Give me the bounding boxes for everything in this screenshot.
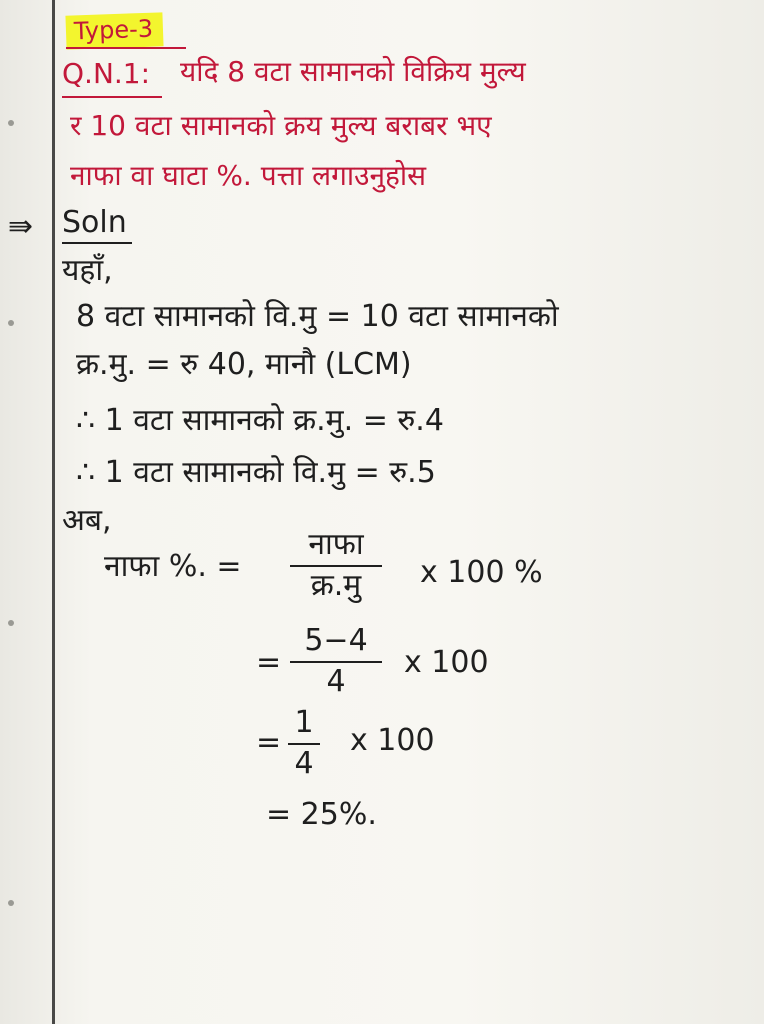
solution-label-underline [62, 242, 132, 244]
question-line-1: यदि 8 वटा सामानको विक्रिय मुल्य [180, 55, 526, 88]
formula-denominator: क्र.मु [310, 567, 362, 603]
binder-hole [8, 900, 14, 906]
solution-arrow: ⇛ [8, 209, 34, 244]
step2-denominator: 4 [294, 745, 314, 781]
step1-rhs: x 100 [404, 645, 489, 680]
solution-label: Soln [62, 205, 127, 240]
step1-numerator: 5−4 [304, 623, 368, 658]
step-cost-price: ∴ 1 वटा सामानको क्र.मु. = रु.4 [76, 403, 444, 438]
now-label: अब, [62, 503, 112, 538]
formula-rhs: x 100 % [420, 555, 543, 590]
question-number-underline [62, 96, 162, 98]
binder-hole [8, 320, 14, 326]
binder-hole [8, 620, 14, 626]
step2-rhs: x 100 [350, 723, 435, 758]
formula-lhs: नाफा %. = [104, 549, 242, 584]
step1-equals: = [256, 645, 282, 680]
fraction-bar [288, 743, 320, 745]
fraction-bar [290, 565, 382, 567]
step2-numerator: 1 [294, 705, 314, 740]
given-label: यहाँ, [62, 253, 113, 288]
step2-fraction [288, 706, 320, 781]
step2-equals: = [256, 725, 282, 760]
type-tag: Type-3 [65, 12, 163, 49]
result: = 25%. [266, 797, 377, 832]
binder-hole [8, 120, 14, 126]
given-line-2: क्र.मु. = रु 40, मानौ (LCM) [76, 347, 412, 382]
given-line-1: 8 वटा सामानको वि.मु = 10 वटा सामानको [76, 299, 559, 334]
step1-denominator: 4 [326, 663, 346, 699]
margin-line [52, 0, 55, 1024]
formula-numerator: नाफा [308, 527, 364, 562]
formula-fraction [290, 528, 382, 603]
question-line-3: नाफा वा घाटा %. पत्ता लगाउनुहोस [70, 159, 427, 192]
question-number: Q.N.1: [62, 57, 151, 90]
step1-fraction [290, 624, 382, 699]
question-line-2: र 10 वटा सामानको क्रय मुल्य बराबर भए [70, 109, 492, 142]
tag-underline [66, 47, 186, 49]
step-selling-price: ∴ 1 वटा सामानको वि.मु = रु.5 [76, 455, 436, 490]
fraction-bar [290, 661, 382, 663]
